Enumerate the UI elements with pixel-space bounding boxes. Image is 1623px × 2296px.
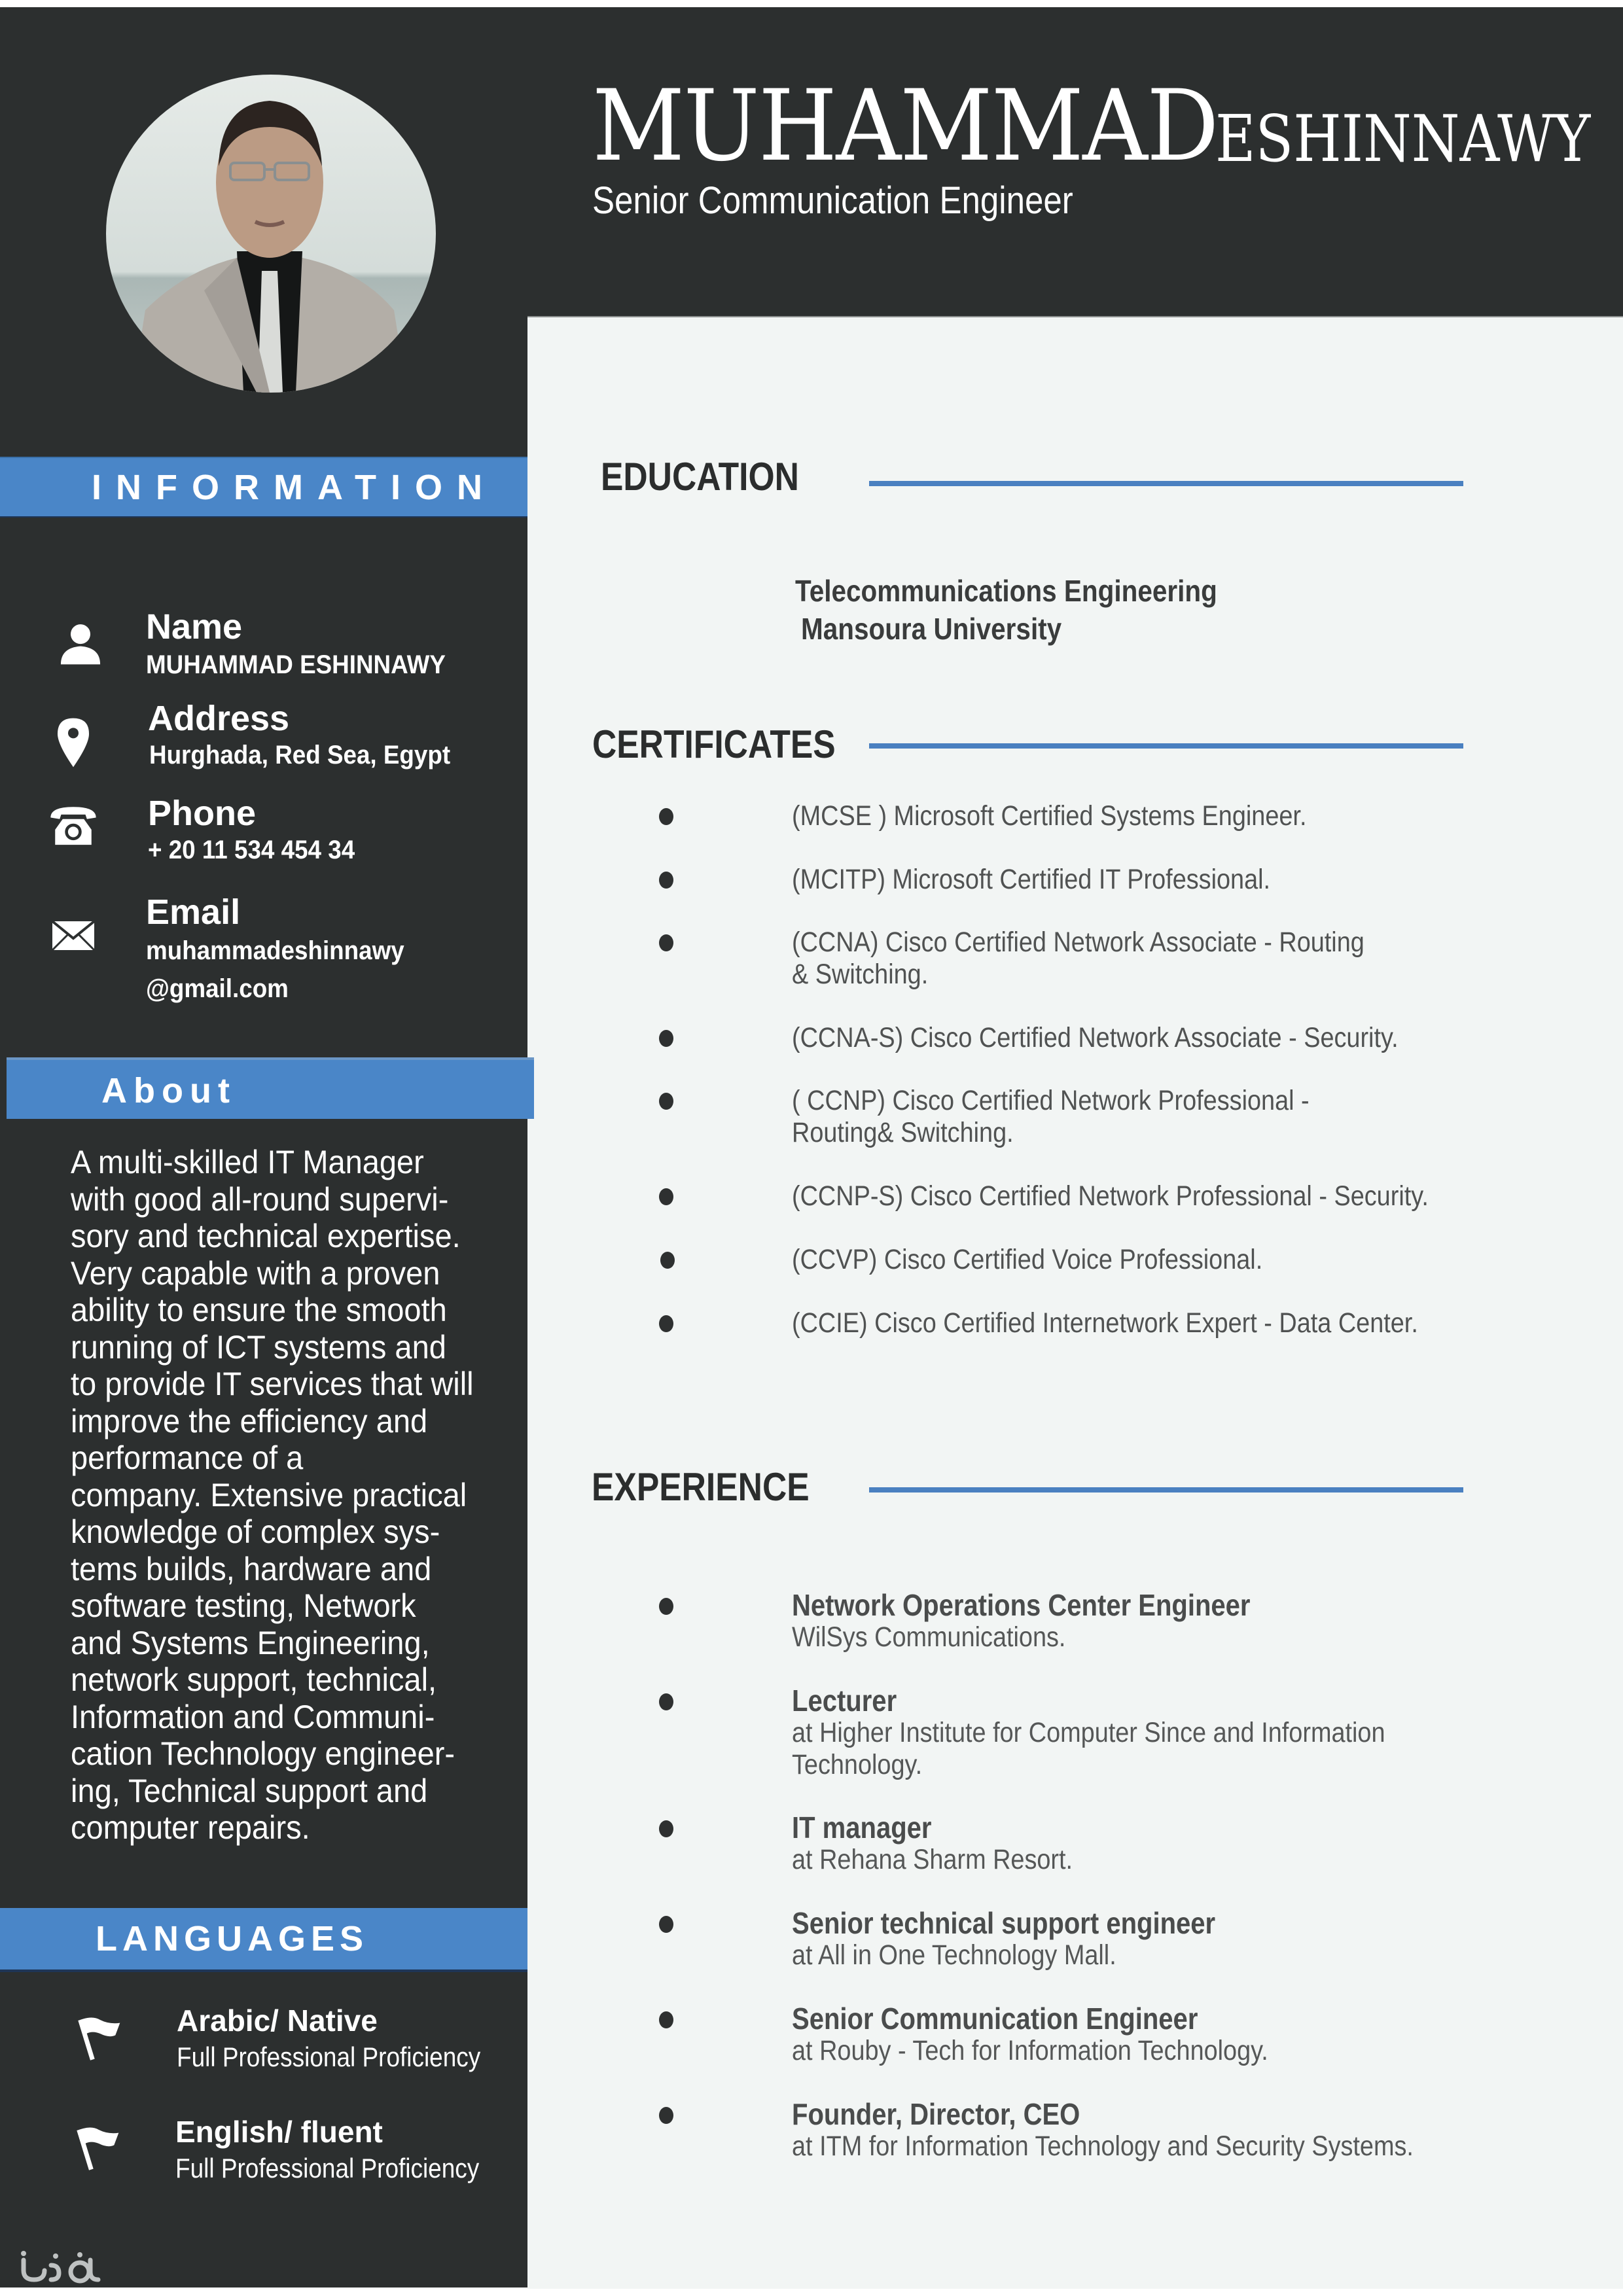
languages-heading-band: [0, 1908, 527, 1972]
experience-org: at Higher Institute for Computer Since and Information Technology.: [792, 1717, 1385, 1780]
experience-title: Senior technical support engineer: [792, 1906, 1216, 1940]
language-level: Full Professional Proficiency: [175, 2153, 480, 2183]
experience-title: Founder, Director, CEO: [792, 2097, 1080, 2131]
experience-org: WilSys Communications.: [792, 1621, 1066, 1653]
bullet-icon: [659, 934, 673, 951]
contact-value-line-2: @gmail.com: [146, 974, 289, 1003]
information-heading: INFORMATION: [92, 468, 497, 507]
experience-org: at ITM for Information Technology and Security Systems.: [792, 2130, 1414, 2162]
bullet-icon: [659, 1093, 673, 1110]
bullet-icon: [659, 1188, 673, 1205]
language-level: Full Professional Proficiency: [177, 2041, 481, 2072]
experience-org: at Rouby - Tech for Information Technology.: [792, 2035, 1268, 2066]
bullet-icon: [659, 1916, 673, 1933]
education-rule: [869, 481, 1463, 486]
education-school: Mansoura University: [801, 612, 1062, 646]
certificates-heading: CERTIFICATES: [592, 722, 836, 766]
map-pin-icon: [55, 716, 92, 769]
contact-value: + 20 11 534 454 34: [148, 836, 355, 864]
envelope-icon: [51, 920, 96, 951]
certificate-text: (CCIE) Cisco Certified Internetwork Expert - Data Center.: [792, 1307, 1418, 1339]
about-heading: About: [101, 1071, 236, 1110]
telephone-icon: [49, 802, 98, 849]
flag-icon: [76, 2125, 122, 2171]
contact-label: Address: [148, 699, 290, 738]
experience-heading: EXPERIENCE: [592, 1465, 810, 1509]
experience-rule: [869, 1487, 1463, 1492]
main-content-panel: [527, 316, 1623, 2289]
bullet-icon: [659, 1315, 673, 1332]
certificate-text: ( CCNP) Cisco Certified Network Professional - Routing& Switching.: [792, 1085, 1310, 1148]
bullet-icon: [659, 1693, 673, 1710]
contact-label: Phone: [148, 794, 257, 833]
user-icon: [56, 619, 105, 667]
about-text: A multi-skilled IT Manager with good all-round supervi- sory and technical expertise. Very capable with a proven ability to ensure the smooth running of ICT systems and to provide IT services that will improve the efficiency and performance of a company. Extensive practical knowledge of complex sys- tems builds, hardware and software testing, Network and Systems Engineering, network support, technical, Information and Communi- cation Technology engineer- ing, Technical support and computer repairs.: [71, 1144, 474, 1846]
contact-value-line-1: muhammadeshinnawy: [146, 936, 404, 965]
bullet-icon: [659, 1820, 673, 1837]
bullet-icon: [659, 2011, 673, 2028]
language-title: English/ fluent: [175, 2115, 383, 2149]
contact-value: MUHAMMAD ESHINNAWY: [146, 650, 446, 679]
about-heading-band: [7, 1057, 534, 1119]
bullet-icon: [659, 808, 673, 825]
certificate-text: (CCNP-S) Cisco Certified Network Professional - Security.: [792, 1180, 1429, 1212]
bullet-icon: [659, 1030, 673, 1047]
header-job-title: Senior Communication Engineer: [592, 179, 1073, 222]
education-degree: Telecommunications Engineering: [795, 574, 1217, 608]
language-title: Arabic/ Native: [177, 2004, 378, 2038]
education-heading: EDUCATION: [601, 455, 799, 499]
experience-title: Network Operations Center Engineer: [792, 1588, 1251, 1622]
flag-icon: [77, 2015, 123, 2061]
certificate-text: (CCNA) Cisco Certified Network Associate - Routing & Switching.: [792, 927, 1364, 990]
bullet-icon: [659, 1598, 673, 1615]
experience-org: at All in One Technology Mall.: [792, 1939, 1116, 1971]
profile-photo: [106, 75, 436, 393]
watermark-logo: [20, 2251, 105, 2287]
information-heading-band: [0, 457, 527, 518]
bullet-icon: [660, 1252, 675, 1269]
certificate-text: (MCITP) Microsoft Certified IT Professional.: [792, 864, 1271, 895]
contact-label: Email: [146, 892, 241, 932]
certificate-text: (CCNA-S) Cisco Certified Network Associate - Security.: [792, 1022, 1399, 1053]
certificate-text: (MCSE ) Microsoft Certified Systems Engineer.: [792, 800, 1307, 832]
certificates-rule: [869, 743, 1463, 749]
experience-org: at Rehana Sharm Resort.: [792, 1844, 1073, 1875]
experience-title: Senior Communication Engineer: [792, 2002, 1198, 2036]
bullet-icon: [659, 872, 673, 889]
certificate-text: (CCVP) Cisco Certified Voice Professional.: [792, 1244, 1263, 1275]
experience-title: IT manager: [792, 1810, 932, 1845]
contact-value: Hurghada, Red Sea, Egypt: [149, 741, 451, 769]
bullet-icon: [659, 2107, 673, 2124]
languages-heading: LANGUAGES: [96, 1919, 369, 1958]
header-first-name: MUHAMMAD: [592, 69, 1218, 183]
experience-title: Lecturer: [792, 1684, 897, 1718]
contact-label: Name: [146, 607, 243, 646]
header-last-name: ESHINNAWY: [1215, 102, 1591, 177]
